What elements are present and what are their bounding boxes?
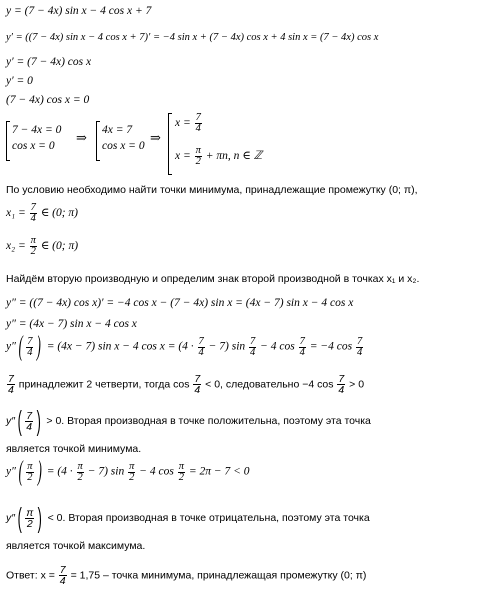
final-answer: Ответ: x = $\frac{7}{4}$ = 1,75 – точка минимума, принадлежащая промежутку (0; π) xyxy=(6,564,367,587)
system-3-root-1: x = $\frac{7}{4}$ xyxy=(175,112,201,134)
first-derivative: y′ = (7 − 4x) cos x xyxy=(6,56,92,68)
system-bracket-2 xyxy=(96,121,100,161)
first-derivative-computation: y′ = ((7 − 4x) sin x − 4 cos x + 7)′ = −4 sin x + (7 − 4x) cos x + 4 sin x = (7 − 4x) cos x xyxy=(6,32,379,43)
second-derivative-at-x1: y″( $\frac{7}{4}$ ) = (4x − 7) sin x − 4 cos x = (4 · $\frac{7}{4}$ − 7) sin $\frac{7}{4}$ − 4 cos $\frac{7}{4}$ = −4 cos $\frac{7}{4}$ xyxy=(6,331,363,362)
system-2-eq-1: 4x = 7 xyxy=(102,124,133,136)
maximum-conclusion-cont: является точкой максимума. xyxy=(6,540,146,552)
system-1-eq-1: 7 − 4x = 0 xyxy=(12,124,62,136)
system-3-root-2: x = $\frac{\pi}{2}$ + πn, n ∈ ℤ xyxy=(175,145,263,167)
minimum-conclusion-cont: является точкой минимума. xyxy=(6,443,142,455)
system-1-eq-2: cos x = 0 xyxy=(12,140,55,152)
equation-product: (7 − 4x) cos x = 0 xyxy=(6,94,90,106)
derivative-equals-zero: y′ = 0 xyxy=(6,75,33,87)
second-derivative-at-x2: y″( $\frac{\pi}{2}$ ) = (4 · $\frac{\pi}{2}$ − 7) sin $\frac{\pi}{2}$ − 4 cos $\frac{\pi}{2}$ = 2π − 7 < 0 xyxy=(6,456,250,487)
system-2 xyxy=(102,122,145,154)
second-derivative: y″ = (4x − 7) sin x − 4 cos x xyxy=(6,318,137,330)
system-2-eq-2: cos x = 0 xyxy=(102,140,145,152)
second-derivative-computation: y″ = ((7 − 4x) cos x)′ = −4 cos x − (7 − 4x) sin x = (4x − 7) sin x − 4 cos x xyxy=(6,297,354,309)
implies-arrow-1: ⇒ xyxy=(76,130,87,145)
system-bracket-1 xyxy=(6,121,10,161)
quadrant-statement: $\frac{7}{4}$ принадлежит 2 четверти, тогда cos $\frac{7}{4}$ < 0, следовательно −4 cos $\frac{7}{4}$ > 0 xyxy=(8,373,365,396)
condition-text: По условию необходимо найти точки минимума, принадлежащие промежутку (0; π), xyxy=(6,184,418,196)
root-x2: x₂ = $\frac{\pi}{2}$ ∈ (0; π) xyxy=(6,235,79,257)
function-definition: y = (7 − 4x) sin x − 4 cos x + 7 xyxy=(6,5,152,17)
root-x1: x₁ = $\frac{7}{4}$ ∈ (0; π) xyxy=(6,202,79,224)
system-bracket-3 xyxy=(168,113,172,175)
second-derivative-text: Найдём вторую производную и определим знак второй производной в точках x₁ и x₂. xyxy=(6,273,420,285)
maximum-conclusion: y″( $\frac{\pi}{2}$ ) < 0. Вторая производная в точке отрицательна, поэтому эта точка xyxy=(6,502,370,533)
implies-arrow-2: ⇒ xyxy=(150,130,161,145)
system-1 xyxy=(12,122,61,154)
minimum-conclusion: y″( $\frac{7}{4}$ ) > 0. Вторая производная в точке положительна, поэтому эта точка xyxy=(6,405,371,436)
